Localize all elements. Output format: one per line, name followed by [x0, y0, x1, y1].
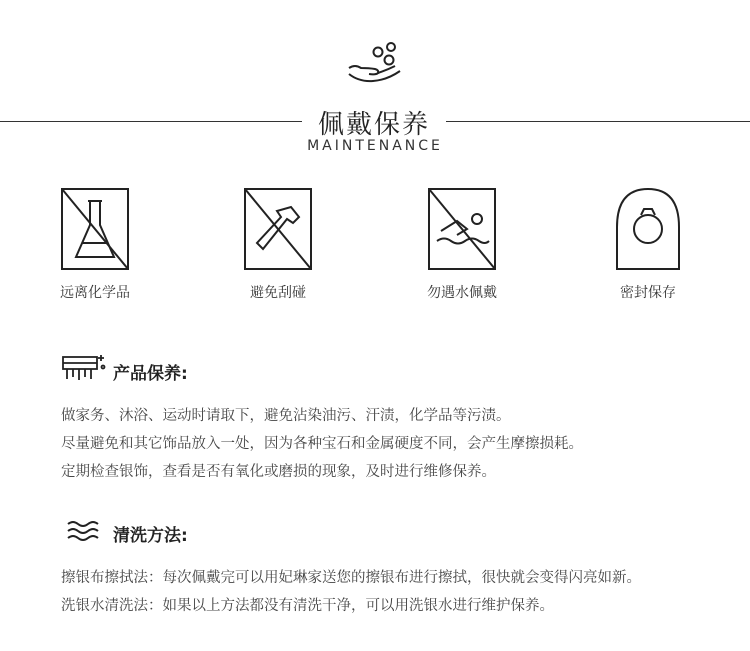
page-subtitle: MAINTENANCE: [307, 138, 443, 154]
icon-label-swimming: 勿遇水佩戴: [427, 285, 497, 301]
no-chemicals-icon: [60, 187, 130, 271]
no-swimming-icon: [427, 187, 497, 271]
hand-bubbles-icon: [345, 38, 405, 88]
icon-label-hammer: 避免刮碰: [250, 285, 306, 301]
cleaning-title: 清洗方法:: [113, 526, 188, 546]
product-care-line-1: 做家务、沐浴、运动时请取下，避免沾染油污、汗渍，化学品等污渍。: [61, 408, 511, 424]
icon-label-sealed: 密封保存: [620, 285, 676, 301]
cleaning-line-1: 擦银布擦拭法：每次佩戴完可以用妃琳家送您的擦银布进行擦拭，很快就会变得闪亮如新。: [61, 570, 641, 586]
cleaning-line-2: 洗银水清洗法：如果以上方法都没有清洗干净，可以用洗银水进行维护保养。: [61, 598, 554, 614]
icon-label-chemicals: 远离化学品: [60, 285, 130, 301]
jewelry-box-icon: [61, 353, 107, 387]
sealed-storage-icon: [613, 187, 683, 271]
product-care-title: 产品保养:: [113, 364, 188, 384]
divider-right: [446, 121, 750, 122]
product-care-line-3: 定期检查银饰，查看是否有氧化或磨损的现象，及时进行维修保养。: [61, 464, 496, 480]
product-care-line-2: 尽量避免和其它饰品放入一处，因为各种宝石和金属硬度不同，会产生摩擦损耗。: [61, 436, 583, 452]
no-hammer-icon: [243, 187, 313, 271]
divider-left: [0, 121, 302, 122]
page-title: 佩戴保养: [317, 110, 430, 140]
waves-icon: [66, 519, 102, 547]
